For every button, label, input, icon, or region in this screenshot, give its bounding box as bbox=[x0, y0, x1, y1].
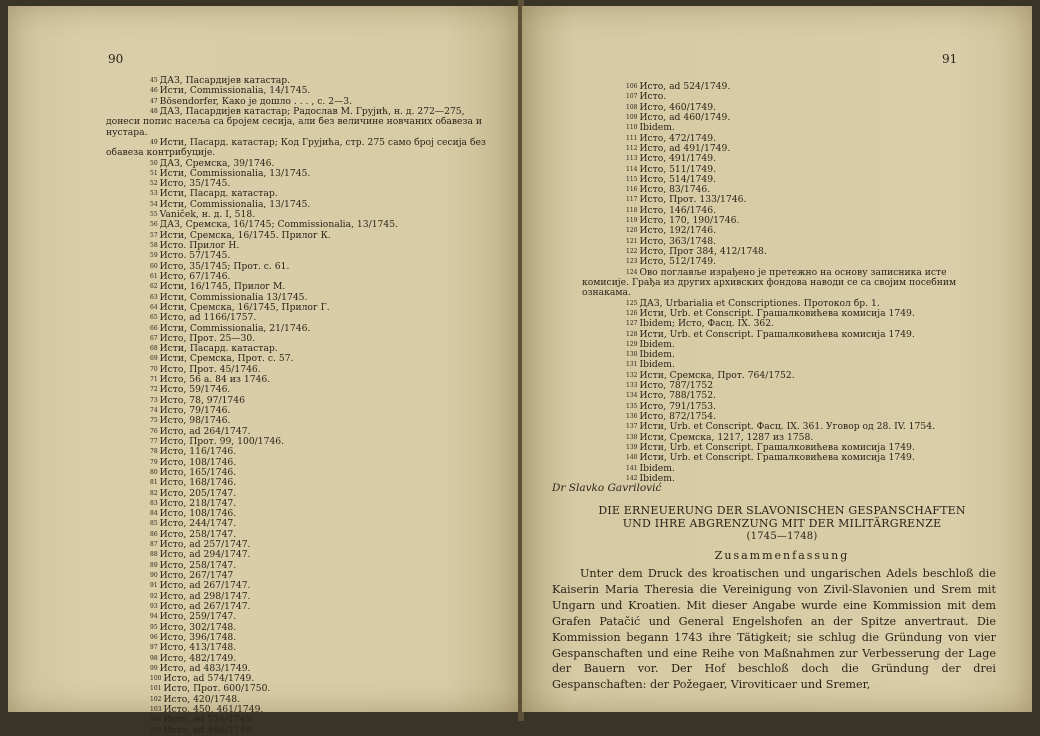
footnote-number: 118 bbox=[626, 206, 638, 214]
footnote-text: Исто, 420/1748. bbox=[163, 693, 240, 705]
footnote-text: Исто, ad 1166/1757. bbox=[159, 312, 257, 324]
footnote-text: Исто, 56 а. 84 из 1746. bbox=[159, 374, 271, 386]
footnote-number: 110 bbox=[626, 124, 638, 132]
footnote-text: Исто, 258/1747. bbox=[159, 528, 237, 540]
footnote bbox=[106, 107, 486, 138]
footnote-text: Исто, Прот. 25—30. bbox=[159, 332, 256, 344]
footnote-text: Исти, Urb. et Conscript. Грашалковићева комисија 1749. bbox=[639, 452, 915, 464]
footnote-number: 68 bbox=[150, 345, 158, 353]
footnote-text: Исто, 363/1748. bbox=[639, 235, 716, 247]
footnote-number: 133 bbox=[626, 382, 638, 390]
footnote-number: 120 bbox=[626, 227, 638, 235]
footnote-text: ДАЗ, Urbarialia et Conscriptiones. Протокол бр. 1. bbox=[639, 297, 880, 309]
footnote-number: 54 bbox=[150, 200, 158, 208]
footnote-number: 115 bbox=[626, 175, 638, 183]
footnote-number: 71 bbox=[150, 376, 158, 384]
footnote-number: 78 bbox=[150, 448, 158, 456]
page-number: 90 bbox=[108, 52, 124, 66]
footnote-number: 82 bbox=[150, 489, 158, 497]
footnote-text: Исти, Сремска, 16/1745. Прилог К. bbox=[159, 229, 331, 241]
footnote-text: Исто, 450, 461/1749. bbox=[163, 704, 264, 716]
footnote-text: Исто, 512/1749. bbox=[639, 256, 716, 268]
footnote-text: Исти, 16/1745, Прилог М. bbox=[159, 281, 286, 293]
footnote-number: 96 bbox=[150, 633, 158, 641]
footnote-text: ДАЗ, Пасардијев катастар. bbox=[159, 75, 291, 86]
article-title-line-1: DIE ERNEUERUNG DER SLAVONISCHEN GESPANSCHAFTEN bbox=[598, 504, 966, 517]
footnote-text: Исто, ad 264/1747. bbox=[159, 425, 251, 437]
footnote-text: Исто, ad 298/1747. bbox=[159, 590, 251, 602]
footnote-number: 65 bbox=[150, 314, 158, 322]
footnote-number: 61 bbox=[150, 272, 158, 280]
footnote-number: 58 bbox=[150, 242, 158, 249]
footnote-text: Исто, 35/1745; Прот. с. 61. bbox=[159, 260, 290, 272]
footnote-number: 98 bbox=[150, 654, 158, 662]
footnote-text: Исто, 168/1746. bbox=[159, 477, 237, 489]
summary-paragraph: Unter dem Druck des kroatischen und ungarischen Adels beschloß die Kaiserin Maria Theresia die Vereinigung von Zivil-Slavonien und Srem mit Ungarn und Kroatien. Mit dieser Angabe wurde eine Kommission mit dem Grafen Patačić und General Engelshofen an der Spitze anvertraut. Die Kommission begann 1743 ihre Tätigkeit; sie schlug die Gründung von vier Gespanschaften und eine Reihe von Maßnahmen zur Verbesserung der Lage der Bauern vor. Der Hof beschloß doch die Gründung der drei Gespanschaften: der Požegaer, Viroviticaer und Sremer, bbox=[552, 567, 996, 692]
footnote-number: 114 bbox=[626, 165, 638, 173]
footnote-number: 86 bbox=[150, 530, 158, 538]
footnote-number: 130 bbox=[626, 351, 638, 359]
footnote-text: Исто, 396/1748. bbox=[159, 631, 237, 643]
footnote-text: Исто, 259/1747. bbox=[159, 611, 237, 623]
footnote-text: Исто. bbox=[639, 91, 667, 103]
footnote-number: 75 bbox=[150, 417, 158, 425]
footnote-number: 53 bbox=[150, 190, 158, 198]
footnote-number: 76 bbox=[150, 427, 158, 435]
footnote-text: Исти, Сремска, Прот. 764/1752. bbox=[639, 369, 795, 381]
footnote-number: 139 bbox=[626, 443, 638, 451]
footnote-text: Ibidem; Исто, Фасц. IX. 362. bbox=[639, 318, 775, 330]
footnote-number: 81 bbox=[150, 479, 158, 487]
footnote-text: Vaniček, н. д. I, 518. bbox=[159, 209, 256, 221]
footnote-number: 63 bbox=[150, 293, 158, 301]
footnote-number: 128 bbox=[626, 330, 638, 338]
footnote-text: Исто, Прот. 600/1750. bbox=[163, 683, 271, 695]
footnote-text: Исти, Commissionalia, 21/1746. bbox=[159, 322, 311, 334]
footnote-text: Исто, 460/1749. bbox=[639, 101, 716, 113]
footnote-number: 124 bbox=[626, 268, 638, 276]
footnote-text: Исто, 791/1753. bbox=[639, 400, 716, 412]
footnote-number: 85 bbox=[150, 520, 158, 528]
footnote-number: 132 bbox=[626, 371, 638, 379]
footnote-number: 127 bbox=[626, 320, 638, 328]
footnote-text: Исто, 205/1747. bbox=[159, 487, 237, 499]
footnote-number: 112 bbox=[626, 144, 638, 152]
footnote-text: Ibidem. bbox=[639, 462, 675, 474]
footnote-text: Исто, 79/1746. bbox=[159, 405, 231, 416]
footnote-number: 100 bbox=[150, 675, 162, 683]
footnote-number: 136 bbox=[626, 413, 638, 420]
footnote-text: Исто, ad 460/1749. bbox=[639, 111, 731, 123]
footnote-number: 57 bbox=[150, 231, 158, 239]
footnote-text: Исто, 67/1746. bbox=[159, 270, 231, 282]
footnote-number: 48 bbox=[150, 107, 158, 115]
footnote-number: 50 bbox=[150, 159, 158, 167]
footnote-text: Исто, 35/1745. bbox=[159, 178, 231, 190]
footnote-text: Исто, 491/1749. bbox=[639, 153, 716, 165]
footnote-text: Исти, Urb. et Conscript. Фасц. IX. 361. Уговор од 28. IV. 1754. bbox=[639, 421, 935, 433]
footnote-number: 103 bbox=[150, 706, 162, 714]
footnote-number: 66 bbox=[150, 324, 158, 332]
footnote-number: 137 bbox=[626, 423, 638, 431]
footnote-text: Исто. 57/1745. bbox=[159, 250, 231, 262]
footnote-text: Исто, 108/1746. bbox=[159, 508, 237, 520]
footnote-text: Исто, 170, 190/1746. bbox=[639, 215, 740, 227]
footnote bbox=[106, 726, 486, 736]
footnote-text: Исто, ad 267/1747. bbox=[159, 580, 251, 592]
footnote-number: 113 bbox=[626, 155, 638, 163]
footnote-text: Исто, 872/1754. bbox=[639, 411, 716, 422]
footnote-text: Исти, Сремска, 16/1745, Прилог Г. bbox=[159, 301, 330, 313]
footnote-number: 94 bbox=[150, 613, 158, 621]
footnote-text: Исто, ad 483/1749. bbox=[159, 662, 251, 674]
footnotes bbox=[582, 82, 982, 484]
footnote-number: 117 bbox=[626, 196, 638, 204]
footnote-number: 134 bbox=[626, 392, 638, 400]
footnote-number: 74 bbox=[150, 407, 158, 414]
footnote-number: 131 bbox=[626, 361, 638, 369]
footnote-text: ДАЗ, Сремска, 16/1745; Commissionalia, 13/1745. bbox=[159, 219, 399, 231]
footnote-text: Исти, Сремска, Прот. с. 57. bbox=[159, 353, 294, 365]
footnote-text: Исто, 788/1752. bbox=[639, 390, 716, 402]
footnote-number: 88 bbox=[150, 551, 158, 559]
footnote-number: 51 bbox=[150, 169, 158, 177]
footnote-text: Исто, Прот. 133/1746. bbox=[639, 194, 747, 206]
footnote-text: Исто, 787/1752 bbox=[639, 380, 714, 392]
article-title-line-2: UND IHRE ABGRENZUNG MIT DER MILITÄRGRENZE bbox=[622, 517, 942, 530]
footnote-number: 95 bbox=[150, 623, 158, 631]
footnote-number: 47 bbox=[150, 97, 158, 105]
footnote-text: ДАЗ, Сремска, 39/1746. bbox=[159, 157, 275, 169]
footnote-text: Исто, ad 491/1749. bbox=[639, 142, 731, 154]
footnote-number: 111 bbox=[626, 134, 638, 142]
footnote-text: Исто, 116/1746. bbox=[159, 446, 237, 458]
footnote-text: Исто, 413/1748. bbox=[159, 642, 237, 654]
footnote-text: Исти, Пасард. катастар; Код Грујића, стр. 275 само број сесија без обавеза контрибуције. bbox=[106, 136, 486, 159]
footnote-text: Исто, 244/1747. bbox=[159, 518, 237, 530]
footnote-text: Исти, Сремска, 1217, 1287 из 1758. bbox=[639, 431, 814, 443]
footnote-number: 55 bbox=[150, 211, 158, 219]
footnote-number: 107 bbox=[626, 93, 638, 101]
footnote-text: Ово поглавље израђено је претежно на основу записника исте комисије. Грађа из других архивских фондова наводи се са својим посебним ознакама. bbox=[582, 266, 957, 299]
footnote-text: Ibidem. bbox=[639, 359, 675, 371]
footnote-number: 92 bbox=[150, 592, 158, 600]
footnotes bbox=[106, 76, 486, 736]
footnote-text: Исто, Прот. 45/1746. bbox=[159, 363, 261, 375]
footnote-number: 59 bbox=[150, 252, 158, 260]
footnote-number: 135 bbox=[626, 402, 638, 410]
footnote-number: 102 bbox=[150, 695, 162, 703]
footnote-text: Исти, Urb. et Conscript. Грашалковићева комисија 1749. bbox=[639, 441, 915, 453]
footnote-number: 99 bbox=[150, 664, 158, 672]
footnote-text: Исто, ad 460/1749. bbox=[163, 724, 255, 736]
footnote-number: 89 bbox=[150, 561, 158, 569]
footnote-text: Исто, ad 257/1747. bbox=[159, 539, 251, 551]
footnote-text: Исто, 59/1746. bbox=[159, 384, 231, 396]
footnote-number: 138 bbox=[626, 433, 638, 441]
footnote-number: 67 bbox=[150, 334, 158, 342]
footnote-number: 73 bbox=[150, 396, 158, 404]
footnote-text: Исто, 267/1747 bbox=[159, 570, 234, 581]
footnote-number: 52 bbox=[150, 180, 158, 188]
footnote-number: 84 bbox=[150, 510, 158, 518]
footnote-text: Исто, 511/1749. bbox=[639, 163, 716, 175]
footnote-text: ДАЗ, Пасардијев катастар; Радослав М. Грујић, н. д. 272—275, донеси попис насеља са бројем сесија, али без величине новчаних обавеза и нустара. bbox=[106, 105, 483, 138]
footnote bbox=[106, 138, 486, 159]
footnote-number: 116 bbox=[626, 186, 638, 194]
footnote-text: Ibidem. bbox=[639, 472, 675, 484]
footnote-number: 129 bbox=[626, 340, 638, 348]
footnote-text: Исти, Commissionalia 13/1745. bbox=[159, 291, 308, 303]
footnote-number: 93 bbox=[150, 602, 158, 610]
footnote-number: 90 bbox=[150, 572, 158, 579]
footnote-text: Исто, 514/1749. bbox=[639, 173, 716, 185]
footnote-text: Исто, 78, 97/1746 bbox=[159, 394, 245, 406]
footnote-text: Исто, ad 574/1749. bbox=[163, 673, 255, 685]
footnote-text: Исто, 83/1746. bbox=[639, 184, 711, 196]
footnote-text: Ibidem. bbox=[639, 338, 675, 350]
author: Dr Slavko Gavrilović bbox=[552, 482, 662, 494]
footnote-text: Исто, 218/1747. bbox=[159, 497, 237, 509]
footnote-number: 141 bbox=[626, 464, 638, 472]
footnote-text: Исто, 98/1746. bbox=[159, 415, 231, 427]
footnote-number: 69 bbox=[150, 355, 158, 363]
footnote-number: 105 bbox=[150, 726, 162, 734]
footnote bbox=[582, 268, 982, 299]
footnote-text: Исто, Прот. 99, 100/1746. bbox=[159, 435, 285, 447]
footnote-number: 64 bbox=[150, 303, 158, 311]
footnote-text: Исто, ad 267/1747. bbox=[159, 600, 251, 612]
footnote-number: 122 bbox=[626, 248, 638, 255]
footnote-text: Исто, 482/1749. bbox=[159, 652, 237, 664]
footnote-text: Исто, 192/1746. bbox=[639, 225, 716, 237]
footnote-number: 72 bbox=[150, 386, 158, 394]
footnote-number: 87 bbox=[150, 541, 158, 549]
footnote-text: Bösendorfer, Како је дошло . . . , с. 2—3. bbox=[159, 95, 353, 107]
footnote-text: Исти, Urb. et Conscript. Грашалковићева комисија 1749. bbox=[639, 307, 915, 319]
footnote-number: 97 bbox=[150, 644, 158, 652]
footnote-number: 62 bbox=[150, 283, 158, 291]
footnote-number: 83 bbox=[150, 499, 158, 507]
footnote-number: 80 bbox=[150, 468, 158, 476]
footnote-number: 106 bbox=[626, 83, 638, 90]
footnote-number: 142 bbox=[626, 474, 638, 482]
footnote-text: Исто, ad 294/1747. bbox=[159, 549, 251, 561]
footnote-text: Исто, 165/1746. bbox=[159, 466, 237, 478]
footnote-text: Исти, Commissionalia, 13/1745. bbox=[159, 198, 311, 210]
footnote-text: Исто, 258/1747. bbox=[159, 559, 237, 571]
footnote-number: 119 bbox=[626, 217, 638, 225]
footnote-text: Исто. Прилог Н. bbox=[159, 240, 240, 251]
footnote-number: 49 bbox=[150, 138, 158, 146]
footnote-text: Исто, 472/1749. bbox=[639, 132, 716, 144]
footnote-text: Исти, Urb. et Conscript. Грашалковићева комисија 1749. bbox=[639, 328, 915, 340]
footnote-number: 56 bbox=[150, 221, 158, 229]
footnote-number: 126 bbox=[626, 309, 638, 317]
footnote-text: Исто, ad 524/1749. bbox=[639, 81, 731, 92]
footnote-number: 45 bbox=[150, 77, 158, 84]
left-page bbox=[8, 6, 521, 736]
footnote-text: Исто, 302/1748. bbox=[159, 621, 237, 633]
footnote-number: 123 bbox=[626, 258, 638, 266]
footnote-number: 46 bbox=[150, 87, 158, 95]
footnote-number: 101 bbox=[150, 685, 162, 693]
footnote-text: Ibidem. bbox=[639, 122, 675, 134]
footnote-number: 125 bbox=[626, 299, 638, 307]
footnote-number: 79 bbox=[150, 458, 158, 466]
footnote-text: Исто, ad 524/1749. bbox=[163, 714, 255, 726]
footnote-number: 77 bbox=[150, 437, 158, 445]
footnote-number: 70 bbox=[150, 365, 158, 373]
summary-heading: Zusammenfassung bbox=[714, 549, 850, 562]
footnote-text: Исти, Commissionalia, 13/1745. bbox=[159, 167, 311, 179]
footnote-text: Исто, 108/1746. bbox=[159, 456, 237, 468]
right-page bbox=[522, 6, 1032, 712]
footnote-text: Исти, Commissionalia, 14/1745. bbox=[159, 85, 311, 97]
summary-body bbox=[552, 566, 996, 693]
footnote-text: Исти, Пасард. катастар. bbox=[159, 188, 278, 200]
footnote-number: 109 bbox=[626, 113, 638, 121]
footnote-text: Ibidem. bbox=[639, 349, 675, 361]
footnote-number: 140 bbox=[626, 454, 638, 462]
footnote-number: 121 bbox=[626, 237, 638, 245]
footnote-number: 108 bbox=[626, 103, 638, 111]
footnote-text: Исто, Прот 384, 412/1748. bbox=[639, 246, 767, 257]
footnote-number: 91 bbox=[150, 582, 158, 590]
footnote-text: Исто, 146/1746. bbox=[639, 204, 716, 216]
footnote-text: Исти, Пасард. катастар. bbox=[159, 343, 278, 355]
article-title-dates: (1745—1748) bbox=[746, 531, 818, 542]
footnote-number: 104 bbox=[150, 716, 162, 724]
page-number: 91 bbox=[942, 52, 958, 66]
footnote-number: 60 bbox=[150, 262, 158, 270]
